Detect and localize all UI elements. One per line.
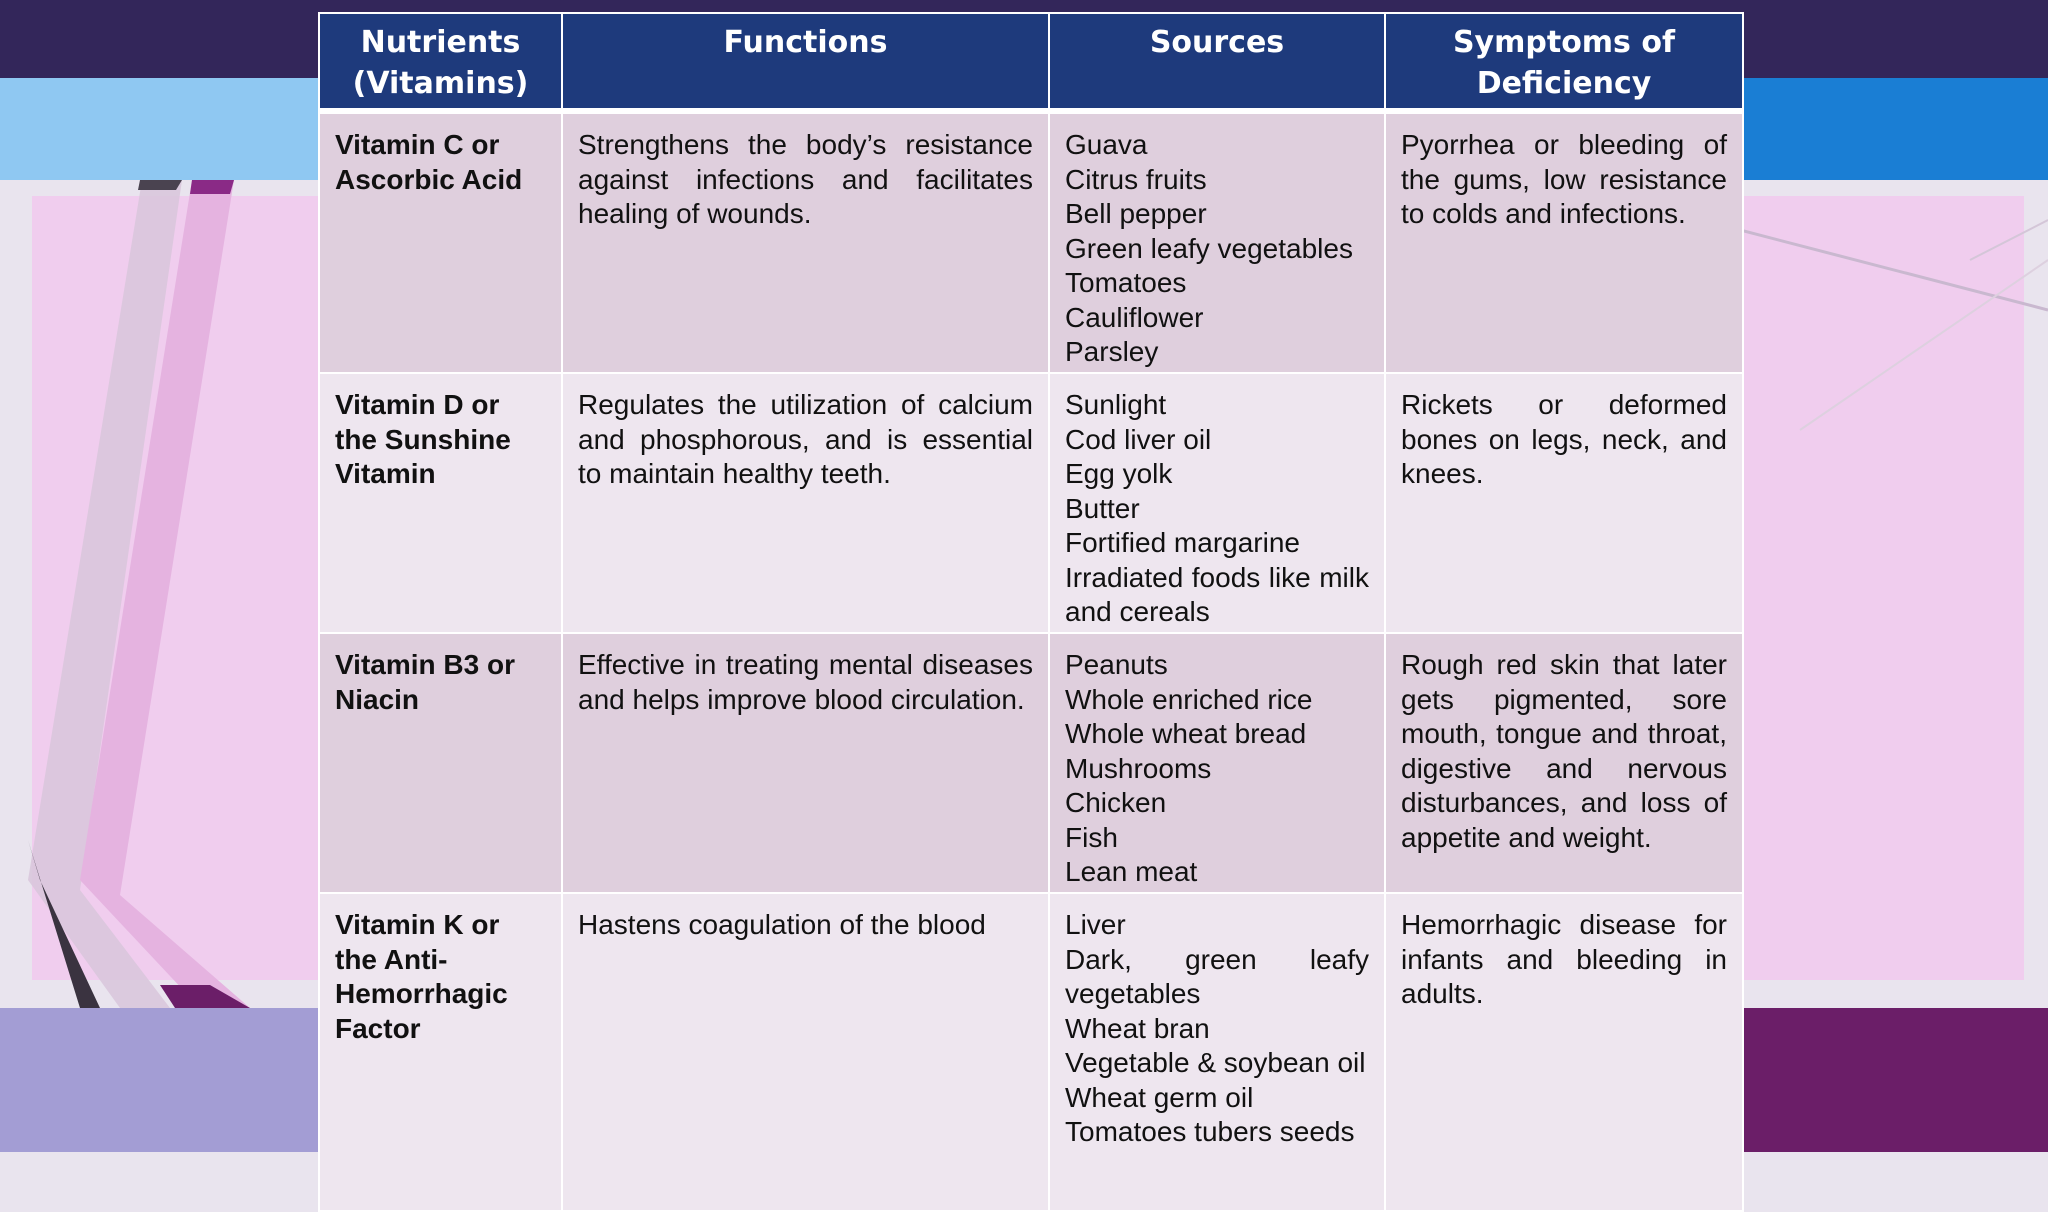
source-item: Irradiated foods like milk and cereals [1065,561,1369,627]
deficiency-text: Rough red skin that later gets pigmented, sore mouth, tongue and throat, digestive and nervous disturbances, and loss of appetite and weight. [1385,633,1743,893]
header-functions: Functions [562,13,1049,111]
source-item: Green leafy vegetables [1065,232,1353,264]
source-item: Parsley [1065,336,1159,367]
nutrient-name: Vitamin K or the Anti-Hemorrhagic Factor [319,893,562,1211]
bottom-purple-band [1730,1008,2048,1152]
source-item: Butter [1065,492,1140,524]
source-item: Whole wheat bread [1065,718,1307,749]
source-item: Lean meat [1065,856,1198,887]
nutrient-name: Vitamin B3 or Niacin [319,633,562,893]
table-row [319,373,1743,633]
sources-list [1049,111,1385,373]
sources-list [1049,373,1385,633]
source-item: Dark, green leafy vegetables [1065,943,1369,1009]
source-item: Mushrooms [1065,752,1212,784]
nutrient-name: Vitamin C or Ascorbic Acid [319,111,562,373]
source-item: Tomatoes [1065,267,1187,298]
sources-list [1049,633,1385,893]
source-item: Fish [1065,821,1118,853]
source-item: Wheat germ oil [1065,1081,1254,1113]
header-deficiency: Symptoms of Deficiency [1385,13,1743,111]
left-chevron-stripes [0,0,340,1152]
source-item: Egg yolk [1065,458,1173,489]
header-sources: Sources [1049,13,1385,111]
header-row [319,13,1743,111]
source-item: Guava [1065,129,1148,160]
deficiency-text: Hemorrhagic disease for infants and bleeding in adults. [1385,893,1743,1211]
nutrient-name: Vitamin D or the Sunshine Vitamin [319,373,562,633]
table-row [319,111,1743,373]
table-row [319,893,1743,1211]
deficiency-text: Pyorrhea or bleeding of the gums, low resistance to colds and infections. [1385,111,1743,373]
sources-list [1049,893,1385,1211]
vitamins-table [318,12,1744,1212]
function-text: Regulates the utilization of calcium and phosphorous, and is essential to maintain healthy teeth. [562,373,1049,633]
source-item: Fortified margarine [1065,527,1300,558]
vitamins-table-container [318,12,1742,1212]
header-nutrients: Nutrients (Vitamins) [319,13,562,111]
source-item: Liver [1065,909,1126,940]
source-item: Peanuts [1065,649,1168,680]
source-item: Sunlight [1065,389,1167,420]
source-item: Citrus fruits [1065,163,1207,195]
source-item: Cod liver oil [1065,423,1212,455]
source-item: Cauliflower [1065,301,1204,333]
bright-blue-band [1730,78,2048,180]
source-item: Vegetable & soybean oil [1065,1047,1366,1078]
function-text: Strengthens the body’s resistance against infections and facilitates healing of wounds. [562,111,1049,373]
source-item: Wheat bran [1065,1012,1210,1044]
source-item: Whole enriched rice [1065,683,1313,715]
table-row [319,633,1743,893]
function-text: Effective in treating mental diseases and helps improve blood circulation. [562,633,1049,893]
deficiency-text: Rickets or deformed bones on legs, neck, and knees. [1385,373,1743,633]
source-item: Chicken [1065,787,1167,818]
right-decor-lines [1740,200,2048,460]
function-text: Hastens coagulation of the blood [562,893,1049,1211]
source-item: Tomatoes tubers seeds [1065,1116,1355,1147]
source-item: Bell pepper [1065,198,1207,229]
